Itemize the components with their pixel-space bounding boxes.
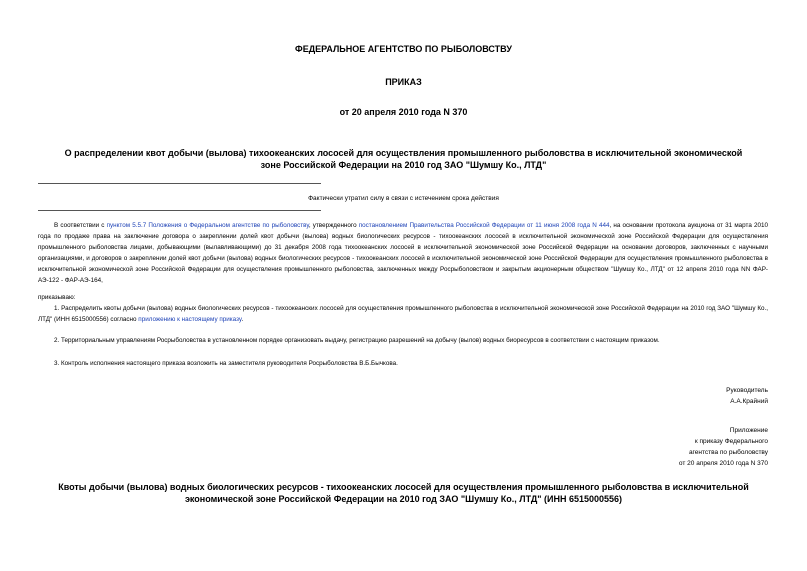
- annex-ref-line-4: от 20 апреля 2010 года N 370: [678, 460, 768, 467]
- date-number-heading: от 20 апреля 2010 года N 370: [339, 107, 468, 117]
- annex-ref-line-2: к приказу Федерального: [694, 438, 768, 445]
- government-decree-link[interactable]: постановлением Правительства Российской Федерации от 11 июня 2008 года N 444: [358, 222, 610, 229]
- order-item-2: 2. Территориальным управлениям Росрыболовства в установленном порядке организовать выдачу, регистрацию разрешений на добычу (вылов) водных биоресурсов в соответствии с настоящим приказом.: [54, 337, 660, 344]
- signatory-name: А.А.Крайний: [730, 398, 768, 405]
- preamble-text-1: В соответствии с: [54, 222, 107, 229]
- order-word: приказываю:: [38, 294, 76, 301]
- preamble-paragraph: [38, 220, 768, 286]
- signature-block: [560, 385, 768, 407]
- divider-top: [38, 183, 321, 184]
- preamble-text-2: , утвержденного: [308, 222, 359, 229]
- document-title: О распределении квот добычи (вылова) тихоокеанских лососей для осуществления промышленного рыболовства в исключительной экономической зоне Российской Федерации на 2010 год ЗАО "Шумшу Ко., ЛТД": [64, 148, 743, 170]
- annex-reference: [560, 425, 768, 469]
- annex-title: Квоты добычи (вылова) водных биологических ресурсов - тихоокеанских лососей для осуществления промышленного рыболовства в исключительной экономической зоне Российской Федерации на 2010 год ЗАО "Шумшу Ко., ЛТД" (ИНН 6515000556): [58, 482, 749, 504]
- divider-bottom: [38, 210, 321, 211]
- order-item-1-text: 1. Распределить квоты добычи (вылова) водных биологических ресурсов - тихоокеанских лососей для осуществления промышленного рыболовства в исключительной экономической зоне Российской Федерации на 2010 год ЗАО "Шумшу Ко., ЛТД" (ИНН 6515000556) согласно: [38, 305, 768, 323]
- agency-heading: ФЕДЕРАЛЬНОЕ АГЕНТСТВО ПО РЫБОЛОВСТВУ: [295, 44, 512, 54]
- annex-ref-line-3: агентства по рыболовству: [688, 449, 768, 456]
- order-item-1-end: .: [241, 316, 244, 323]
- preamble-text-3: , на основании протокола аукциона от 31 марта 2010 года по продаже права на заключение договора о закреплении долей квот добычи (вылова) водных биологических ресурсов - тихоокеанских лососей в исключительной экономической зоне Российской Федерации для осуществления промышленного рыболовства лицами, добывающими (вылавливающими) до 31 декабря 2008 года тихоокеанских лососей в исключительной экономической зоне Российской Федерации на основании договоров, заключенных с научными организациями, и договоров о закреплении долей квот добычи (вылова) водных биологических ресурсов - тихоокеанских лососей в исключительной экономической зоне Российской Федерации для осуществления промышленного рыболовства в исключительной экономической зоне Российской Федерации для осуществления промышленного рыболовства, заключенных между Росрыболовством и закрытым акционерным обществом "Шумшу Ко., ЛТД" от 12 апреля 2010 года NN ФАР-АЭ-122 - ФАР-АЭ-164,: [38, 222, 768, 284]
- doc-type-heading: ПРИКАЗ: [385, 77, 422, 87]
- annex-link[interactable]: приложению к настоящему приказу: [138, 316, 242, 323]
- signatory-role: Руководитель: [726, 387, 768, 394]
- status-note: Фактически утратил силу в связи с истечением срока действия: [308, 195, 499, 202]
- order-item-3: 3. Контроль исполнения настоящего приказа возложить на заместителя руководителя Росрыболовства В.Б.Бычкова.: [54, 360, 398, 367]
- annex-ref-line-1: Приложение: [729, 427, 768, 434]
- regulation-link[interactable]: пунктом 5.5.7 Положения о Федеральном агентстве по рыболовству: [106, 222, 309, 229]
- order-item-1: [38, 303, 768, 325]
